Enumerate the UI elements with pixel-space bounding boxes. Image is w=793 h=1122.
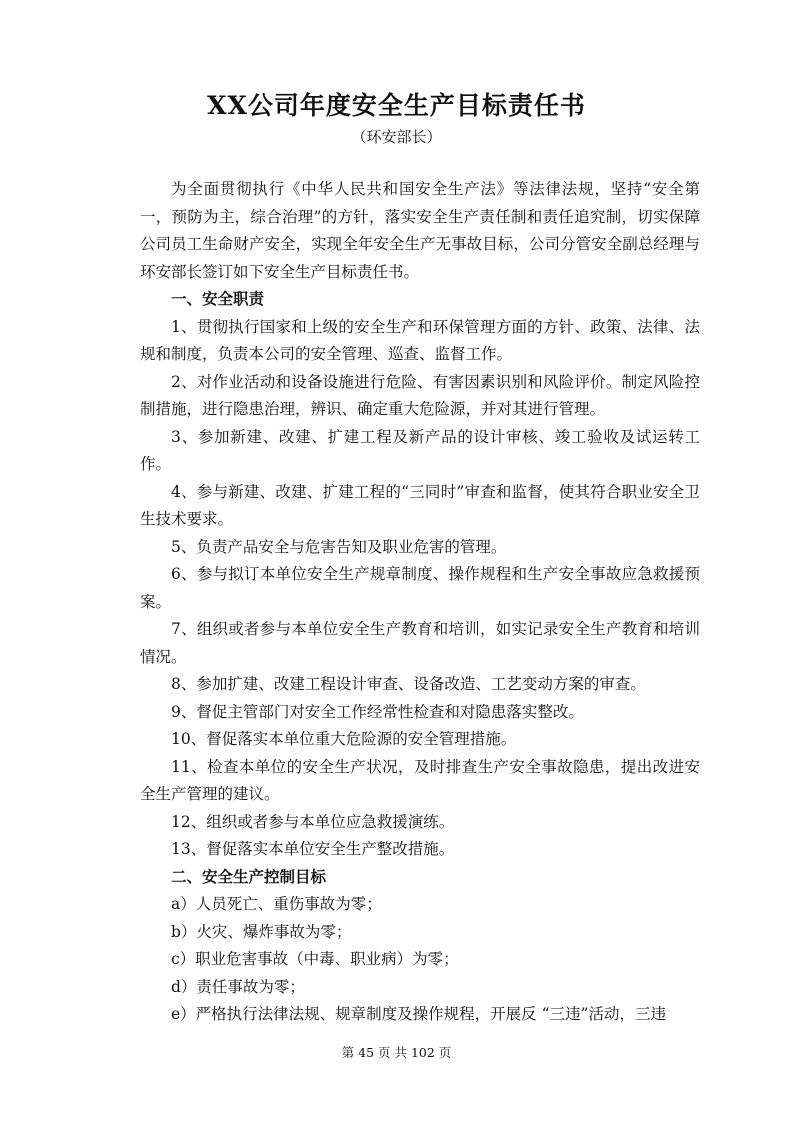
target-item: e）严格执行法律法规、规章制度及操作规程，开展反 “三违”活动，三违 <box>171 1005 666 1023</box>
target-item: d）责任事故为零； <box>171 977 305 996</box>
duty-item: 1、贯彻执行国家和上级的安全生产和环保管理方面的方针、政策、法律、法规和制度，负责本公司的安全管理、巡查、监督工作。 <box>140 317 700 363</box>
document-title: XX公司年度安全生产目标责任书 <box>207 91 586 120</box>
duty-item: 12、组织或者参与本单位应急救援演练。 <box>171 812 455 831</box>
page-number-footer: 第 45 页 共 102 页 <box>341 1045 452 1060</box>
duty-item: 11、检查本单位的安全生产状况，及时排查生产安全事故隐患，提出改进安全生产管理的建议。 <box>140 757 700 803</box>
duty-item: 9、督促主管部门对安全工作经常性检查和对隐患落实整改。 <box>171 702 584 721</box>
intro-paragraph: 为全面贯彻执行《中华人民共和国安全生产法》等法律法规，坚持“安全第一，预防为主，综合治理”的方针，落实安全生产责任制和责任追究制，切实保障公司员工生命财产安全，实现全年安全生产无事故目标，公司分管安全副总经理与环安部长签订如下安全生产目标责任书。 <box>140 180 700 281</box>
duty-item: 2、对作业活动和设备设施进行危险、有害因素识别和风险评价。制定风险控制措施，进行隐患治理，辨识、确定重大危险源，并对其进行管理。 <box>140 372 700 418</box>
document-body <box>140 176 700 1029</box>
target-item: a）人员死亡、重伤事故为零； <box>171 895 382 913</box>
duty-item: 5、负责产品安全与危害告知及职业危害的管理。 <box>171 537 507 556</box>
duty-item: 4、参与新建、改建、扩建工程的“三同时”审查和监督，使其符合职业安全卫生技术要求。 <box>140 482 700 528</box>
section-heading: 二、安全生产控制目标 <box>171 867 327 886</box>
duty-item: 10、督促落实本单位重大危险源的安全管理措施。 <box>171 730 517 748</box>
document-subtitle: （环安部长） <box>351 128 442 146</box>
target-item: b）火灾、爆炸事故为零； <box>171 922 352 941</box>
target-item: c）职业危害事故（中毒、职业病）为零； <box>171 950 459 968</box>
duty-item: 13、督促落实本单位安全生产整改措施。 <box>171 840 455 858</box>
duty-item: 7、组织或者参与本单位安全生产教育和培训，如实记录安全生产教育和培训情况。 <box>140 620 700 666</box>
duty-item: 8、参加扩建、改建工程设计审查、设备改造、工艺变动方案的审查。 <box>171 675 646 693</box>
duty-item: 6、参与拟订本单位安全生产规章制度、操作规程和生产安全事故应急救援预案。 <box>140 565 700 611</box>
section-heading: 一、安全职责 <box>171 290 265 308</box>
duty-item: 3、参加新建、改建、扩建工程及新产品的设计审核、竣工验收及试运转工作。 <box>140 427 700 473</box>
